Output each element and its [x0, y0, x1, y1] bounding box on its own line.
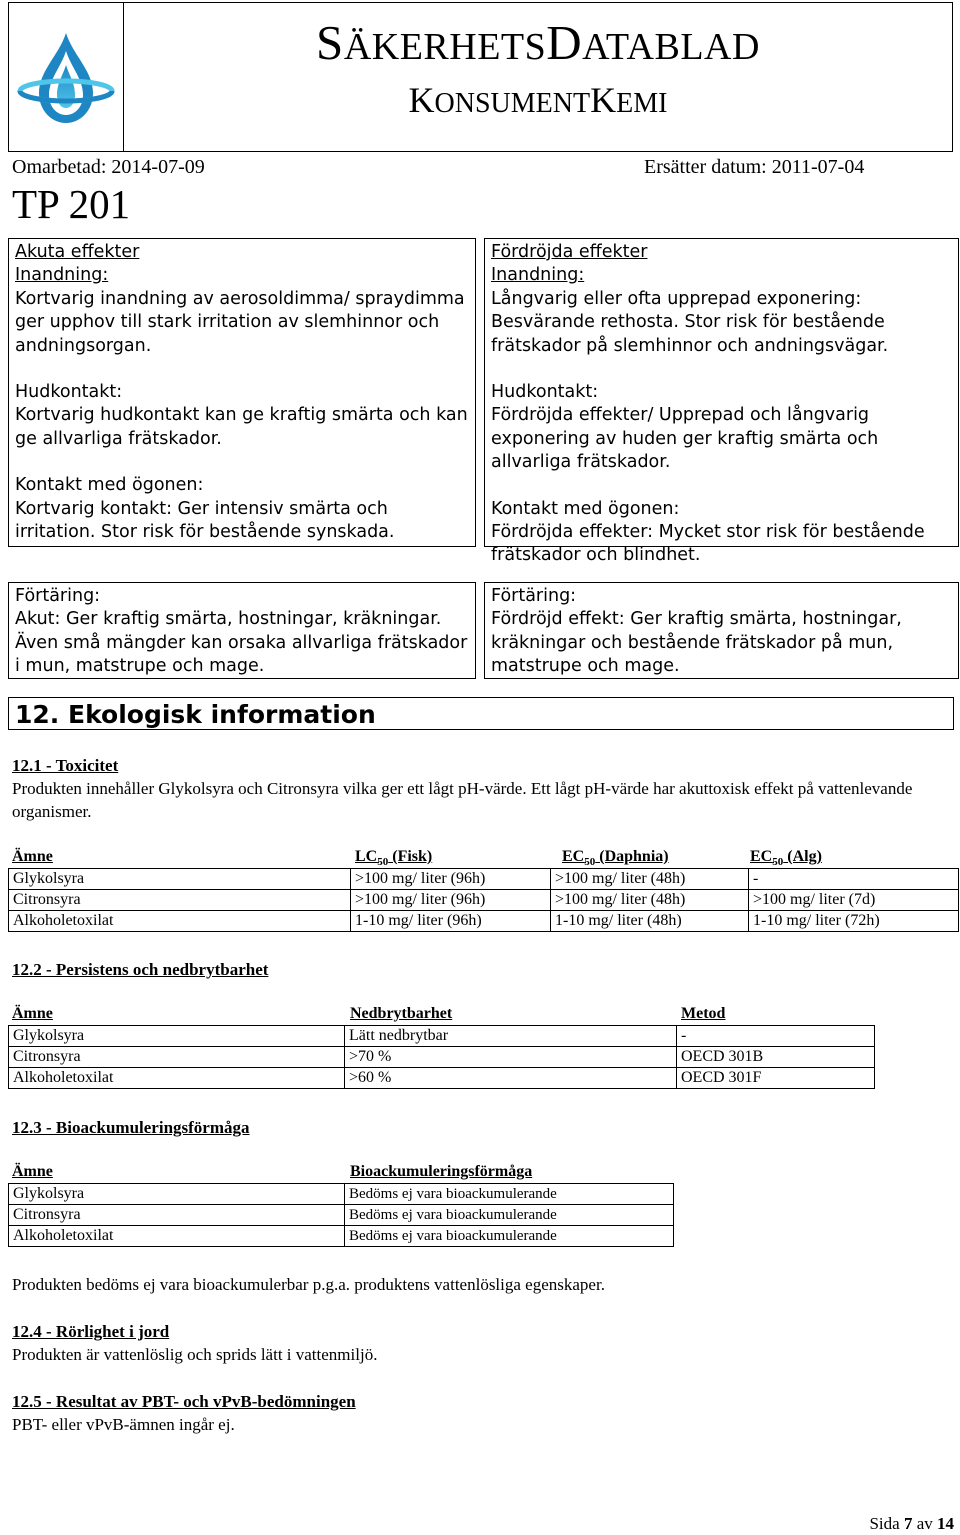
- acute-inhalation-label: Inandning:: [15, 265, 109, 286]
- delayed-effects-title: Fördröjda effekter: [491, 242, 648, 262]
- table-cell: Alkoholetoxilat: [9, 1068, 345, 1089]
- acute-ingestion-label: Förtäring:: [15, 586, 101, 606]
- product-name: TP 201: [12, 181, 131, 227]
- section-heading-box: [8, 697, 954, 730]
- replaces-date: Ersätter datum: 2011-07-04: [644, 156, 865, 178]
- toxicity-text: Produkten innehåller Glykolsyra och Citronsyra vilka ger ett lågt pH-värde. Ett lågt pH-värde har akuttoxisk effekt på vattenlevande organismer.: [12, 779, 913, 821]
- table-cell: 1-10 mg/ liter (48h): [551, 911, 749, 932]
- revised-date: Omarbetad: 2014-07-09: [12, 156, 205, 178]
- table-cell: Alkoholetoxilat: [9, 1226, 345, 1247]
- tox-header-ec50-alg: $EC_{50}$ (Alg): [750, 848, 822, 869]
- pbt-text: PBT- eller vPvB-ämnen ingår ej.: [12, 1415, 235, 1434]
- tox-header-substance: Ämne: [12, 848, 53, 865]
- table-row: [9, 890, 959, 911]
- table-cell: Bedöms ej vara bioackumulerande: [345, 1226, 674, 1247]
- bioaccumulation-table: [8, 1183, 674, 1247]
- table-cell: >60 %: [345, 1068, 677, 1089]
- acute-skin-text: Kortvarig hudkontakt kan ge kraftig smärta och kan ge allvarliga frätskador.: [15, 405, 468, 449]
- acute-effects-title: Akuta effekter: [15, 242, 140, 262]
- table-row: [9, 869, 959, 890]
- table-cell: Alkoholetoxilat: [9, 911, 351, 932]
- persist-header-substance: Ämne: [12, 1005, 53, 1022]
- table-cell: Bedöms ej vara bioackumulerande: [345, 1184, 674, 1205]
- acute-eyes-label: Kontakt med ögonen:: [15, 475, 204, 496]
- page-number: Sida 7 av 14: [869, 1514, 954, 1533]
- section-title: 12. Ekologisk information: [15, 700, 376, 729]
- delayed-ingestion-box: [484, 582, 959, 679]
- table-cell: Citronsyra: [9, 1047, 345, 1068]
- toxicity-title: 12.1 - Toxicitet: [12, 756, 119, 775]
- table-row: [9, 1068, 875, 1089]
- table-cell: Citronsyra: [9, 1205, 345, 1226]
- table-row: [9, 1047, 875, 1068]
- delayed-ingestion-text: Fördröjd effekt: Ger kraftig smärta, hostningar, kräkningar och bestående frätskador på mun, matstrupe och mage.: [491, 609, 902, 677]
- company-logo: [9, 3, 123, 151]
- table-row: [9, 911, 959, 932]
- table-cell: Glykolsyra: [9, 1026, 345, 1047]
- table-row: [9, 1205, 674, 1226]
- bioaccumulation-note: Produkten bedöms ej vara bioackumulerbar p.g.a. produktens vattenlösliga egenskaper.: [12, 1275, 605, 1294]
- table-cell: >100 mg/ liter (48h): [551, 890, 749, 911]
- table-cell: 1-10 mg/ liter (72h): [749, 911, 959, 932]
- acute-eyes-text: Kortvarig kontakt: Ger intensiv smärta och irritation. Stor risk för bestående synskada.: [15, 498, 395, 543]
- pbt-title: 12.5 - Resultat av PBT- och vPvB-bedömningen: [12, 1392, 356, 1411]
- acute-effects-box: [8, 238, 476, 547]
- table-cell: >70 %: [345, 1047, 677, 1068]
- acute-skin-label: Hudkontakt:: [15, 382, 123, 403]
- bio-header-bioaccumulation: Bioackumuleringsförmåga: [350, 1163, 533, 1180]
- table-cell: OECD 301F: [677, 1068, 875, 1089]
- tox-header-lc50: $LC_{50}$ (Fisk): [355, 848, 433, 869]
- table-cell: 1-10 mg/ liter (96h): [351, 911, 551, 932]
- table-cell: -: [749, 869, 959, 890]
- document-subtitle: KONSUMENTKEMI: [408, 80, 668, 120]
- delayed-effects-box: [484, 238, 959, 566]
- delayed-skin-label: Hudkontakt:: [491, 382, 599, 403]
- table-cell: Glykolsyra: [9, 869, 351, 890]
- table-cell: Citronsyra: [9, 890, 351, 911]
- delayed-skin-text: Fördröjda effekter/ Upprepad och långvarig exponering av huden ger kraftig smärta och allvarliga frätskador.: [491, 405, 879, 473]
- mobility-text: Produkten är vattenlöslig och sprids lätt i vattenmiljö.: [12, 1345, 378, 1364]
- delayed-eyes-text: Fördröjda effekter: Mycket stor risk för bestående frätskador och blindhet.: [491, 522, 925, 566]
- table-cell: Bedöms ej vara bioackumulerande: [345, 1205, 674, 1226]
- acute-ingestion-text: Akut: Ger kraftig smärta, hostningar, kräkningar. Även små mängder kan orsaka allvarliga frätskador i mun, matstrupe och mage.: [15, 609, 468, 677]
- persistence-table: [8, 1025, 875, 1089]
- delayed-eyes-label: Kontakt med ögonen:: [491, 498, 680, 519]
- persistence-title: 12.2 - Persistens och nedbrytbarhet: [12, 960, 269, 979]
- table-row: [9, 1184, 674, 1205]
- table-cell: OECD 301B: [677, 1047, 875, 1068]
- table-cell: >100 mg/ liter (7d): [749, 890, 959, 911]
- document-title-box: [124, 2, 953, 152]
- bio-header-substance: Ämne: [12, 1163, 53, 1180]
- table-row: [9, 1226, 674, 1247]
- table-cell: >100 mg/ liter (96h): [351, 890, 551, 911]
- logo-box: [8, 2, 124, 152]
- table-cell: >100 mg/ liter (48h): [551, 869, 749, 890]
- persist-header-method: Metod: [681, 1005, 726, 1022]
- document-title: SÄKERHETSDATABLAD: [316, 15, 760, 70]
- mobility-title: 12.4 - Rörlighet i jord: [12, 1322, 170, 1341]
- table-cell: -: [677, 1026, 875, 1047]
- acute-inhalation-text: Kortvarig inandning av aerosoldimma/ spraydimma ger upphov till stark irritation av slemhinnor och andningsorgan.: [15, 288, 465, 356]
- table-cell: Glykolsyra: [9, 1184, 345, 1205]
- bioaccumulation-title: 12.3 - Bioackumuleringsförmåga: [12, 1118, 250, 1137]
- toxicity-table: [8, 868, 959, 932]
- tox-header-ec50-daphnia: $EC_{50}$ (Daphnia): [562, 848, 669, 869]
- table-cell: Lätt nedbrytbar: [345, 1026, 677, 1047]
- table-cell: >100 mg/ liter (96h): [351, 869, 551, 890]
- delayed-inhalation-label: Inandning:: [491, 265, 585, 286]
- acute-ingestion-box: [8, 582, 476, 679]
- delayed-inhalation-text: Långvarig eller ofta upprepad exponering: Besvärande rethosta. Stor risk för bestående frätskador på slemhinnor och andningsvägar.: [491, 288, 889, 356]
- delayed-ingestion-label: Förtäring:: [491, 586, 577, 606]
- table-row: [9, 1026, 875, 1047]
- persist-header-degradability: Nedbrytbarhet: [350, 1005, 453, 1022]
